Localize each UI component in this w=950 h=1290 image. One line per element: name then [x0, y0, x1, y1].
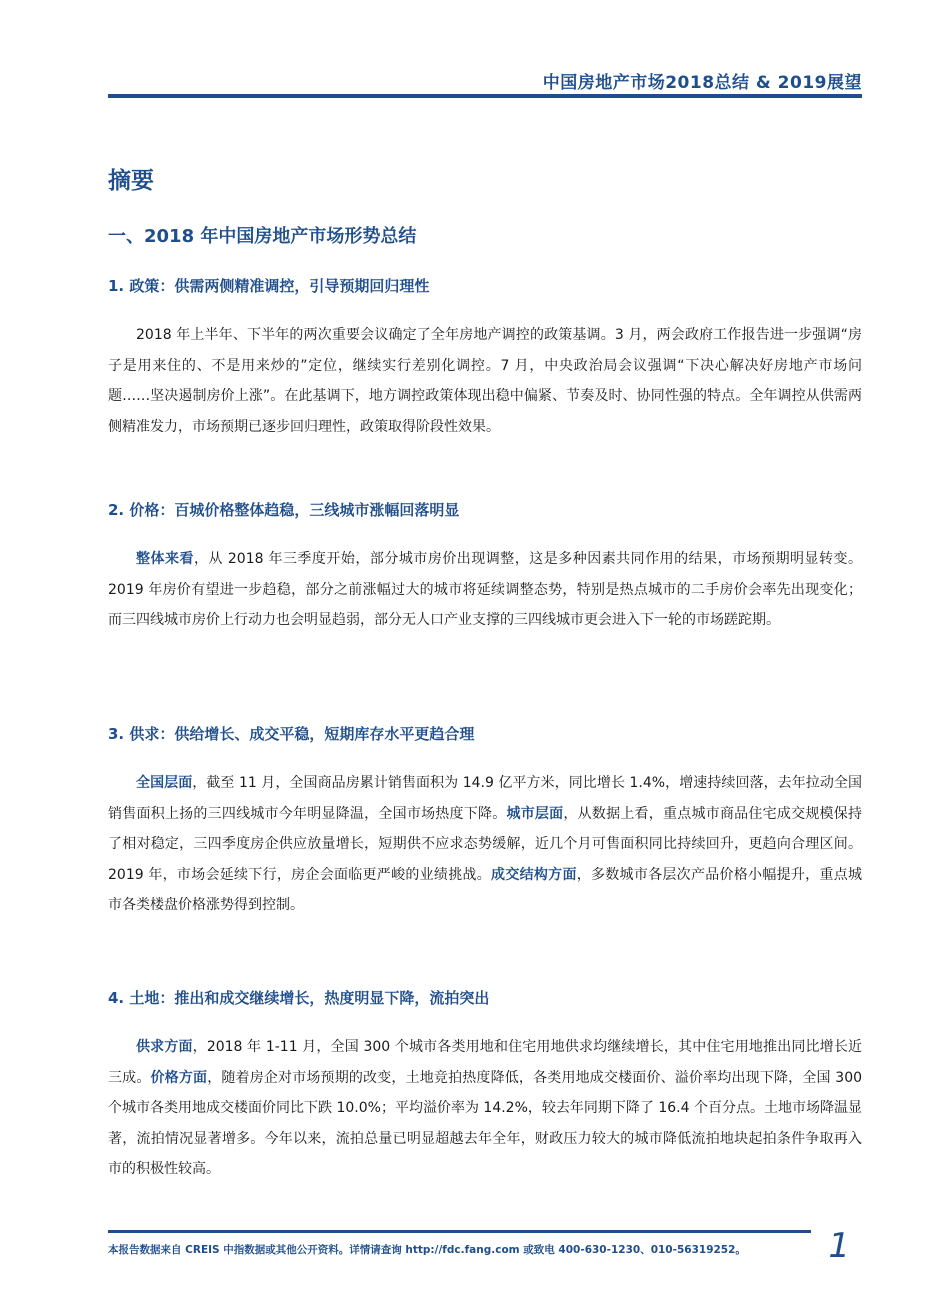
price-text: ，从 2018 年三季度开始，部分城市房价出现调整，这是多种因素共同作用的结果，市场预期明显转变。2019 年房价有望进一步趋稳，部分之前涨幅过大的城市将延续调整态势，特别是热点城市的二手房价会率先出现变化；而三四线城市房价上行动力也会明显趋弱，部分无人口产业支撑的三四线城市更会进入下一轮的市场蹉跎期。 [108, 551, 863, 628]
land-paragraph [108, 1032, 862, 1185]
supply-text-national: ，截至 11 月，全国商品房累计销售面积为 14.9 亿平方米，同比增长 1.4%，增速持续回落，去年拉动全国销售面积上扬的三四线城市今年明显降温，全国市场热度下降。 [108, 775, 862, 822]
supply-highlight-city: 城市层面 [506, 805, 564, 822]
report-header-title: 中国房地产市场2018总结 & 2019展望 [542, 73, 862, 93]
supply-heading: 3. 供求：供给增长、成交平稳，短期库存水平更趋合理 [108, 725, 475, 743]
land-highlight-supply: 供求方面 [136, 1039, 193, 1055]
land-text-price: ，随着房企对市场预期的改变，土地竞拍热度降低，各类用地成交楼面价、溢价率均出现下降，全国 300 个城市各类用地成交楼面价同比下跌 10.0%；平均溢价率为 14.2%，较去年同期下降了 16.4 个百分点。土地市场降温显著，流拍情况显著增多。今年以来，流拍总量已明显超越去年全年，财政压力较大的城市降低流拍地块起拍条件争取再入市的积极性较高。 [108, 1069, 863, 1177]
price-highlight: 整体来看 [136, 551, 194, 567]
policy-text: 2018 年上半年、下半年的两次重要会议确定了全年房地产调控的政策基调。3 月，两会政府工作报告进一步强调“房子是用来住的、不是用来炒的”定位，继续实行差别化调控。7 月，中央政治局会议强调“下决心解决好房地产市场问题……坚决遏制房价上涨”。在此基调下，地方调控政策体现出稳中偏紧、节奏及时、协同性强的特点。全年调控从供需两侧精准发力，市场预期已逐步回归理性，政策取得阶段性效果。 [108, 327, 862, 435]
header-divider [108, 94, 862, 98]
section-heading: 一、2018 年中国房地产市场形势总结 [108, 226, 417, 247]
price-paragraph [108, 544, 862, 636]
supply-paragraph [108, 768, 862, 921]
supply-highlight-national: 全国层面 [136, 775, 193, 791]
policy-heading: 1. 政策：供需两侧精准调控，引导预期回归理性 [108, 277, 430, 295]
policy-paragraph [108, 320, 862, 442]
page-number: 1 [828, 1226, 850, 1266]
price-heading: 2. 价格：百城价格整体趋稳，三线城市涨幅回落明显 [108, 501, 460, 519]
supply-text-city: ，从数据上看，重点城市商品住宅成交规模保持了相对稳定，三四季度房企供应放量增长，短期供不应求态势缓解，近几个月可售面积同比持续回升，更趋向合理区间。2019 年，市场会延续下行，房企会面临更严峻的业绩挑战。 [108, 805, 863, 883]
abstract-heading: 摘要 [108, 168, 154, 194]
land-highlight-price: 价格方面 [150, 1069, 208, 1086]
land-text-supply: ，2018 年 1-11 月，全国 300 个城市各类用地和住宅用地供求均继续增长，其中住宅用地推出同比增长近三成。 [108, 1039, 863, 1086]
land-heading: 4. 土地：推出和成交继续增长，热度明显下降，流拍突出 [108, 989, 490, 1007]
footer-divider [108, 1230, 811, 1233]
footer-source-note: 本报告数据来自 CREIS 中指数据或其他公开资料。详情请查询 http://fdc.fang.com 或致电 400-630-1230、010-56319252。 [108, 1244, 746, 1256]
supply-highlight-structure: 成交结构方面 [491, 866, 577, 883]
supply-text-structure: ，多数城市各层次产品价格小幅提升，重点城市各类楼盘价格涨势得到控制。 [108, 866, 863, 913]
